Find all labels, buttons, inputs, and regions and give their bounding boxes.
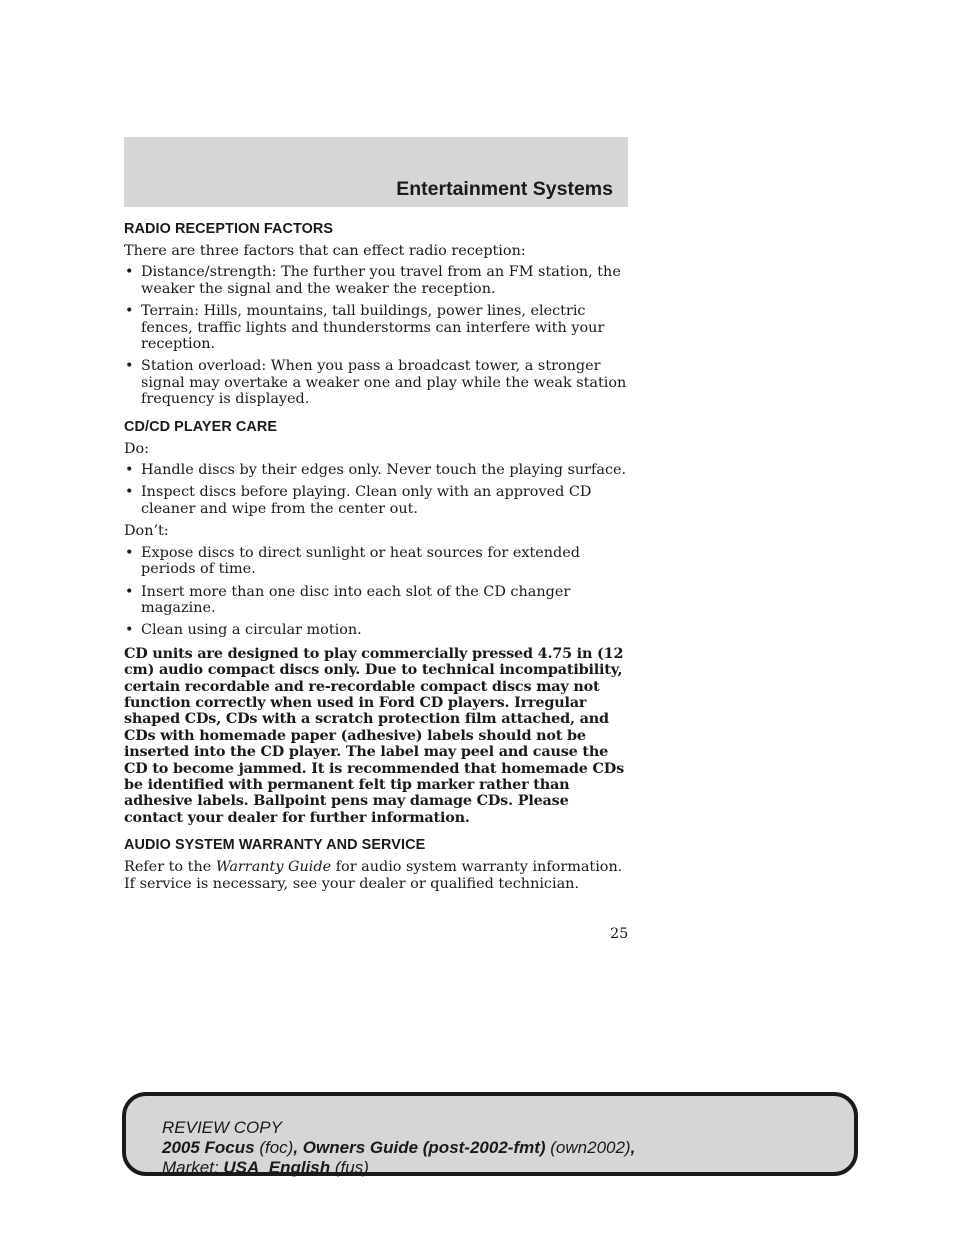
warranty-guide-title: Warranty Guide <box>215 859 332 876</box>
section-header-band <box>124 137 628 207</box>
footer-market-code: (fus) <box>330 1158 369 1177</box>
list-item: • Inspect discs before playing. Clean only with an approved CD cleaner and wipe from the center out. <box>124 484 630 517</box>
warranty-text-start: Refer to the <box>124 859 216 876</box>
footer-market-label: Market: <box>162 1158 224 1177</box>
cd-care-heading: CD/CD PLAYER CARE <box>124 418 278 435</box>
do-label: Do: <box>124 440 150 457</box>
footer-line-3 <box>162 1158 635 1178</box>
footer-guide: , Owners Guide (post-2002-fmt) <box>293 1138 546 1157</box>
page-content <box>124 219 630 897</box>
footer-comma: , <box>630 1138 636 1157</box>
footer-model-code: (foc) <box>254 1138 294 1157</box>
footer-review: REVIEW COPY <box>162 1118 282 1137</box>
footer-guide-code: (own2002) <box>545 1138 631 1157</box>
footer-model: 2005 Focus <box>162 1138 255 1157</box>
list-item: • Expose discs to direct sunlight or heat sources for extended periods of time. <box>124 545 630 578</box>
list-item: • Distance/strength: The further you travel from an FM station, the weaker the signal and the weaker the reception. <box>124 264 630 297</box>
footer-text <box>162 1118 635 1178</box>
list-item: • Handle discs by their edges only. Never touch the playing surface. <box>124 462 630 478</box>
radio-section <box>124 221 630 408</box>
warranty-section <box>124 837 630 892</box>
list-item: • Insert more than one disc into each slot of the CD changer magazine. <box>124 584 630 617</box>
do-list <box>124 462 630 517</box>
list-item: • Station overload: When you pass a broadcast tower, a stronger signal may overtake a weaker one and play while the weak station frequency is displayed. <box>124 358 630 407</box>
dont-list <box>124 545 630 639</box>
dont-label: Don’t: <box>124 523 169 540</box>
warranty-text <box>124 859 630 892</box>
footer-line-2 <box>162 1138 635 1158</box>
cd-care-section <box>124 419 630 827</box>
radio-intro: There are three factors that can effect radio reception: <box>124 243 526 259</box>
warranty-text-end: for audio system warranty information. If service is necessary, see your dealer or qualified technician. <box>124 859 623 892</box>
page-number: 25 <box>610 926 629 942</box>
radio-heading: RADIO RECEPTION FACTORS <box>124 221 334 237</box>
list-item: • Clean using a circular motion. <box>124 622 630 638</box>
list-item: • Terrain: Hills, mountains, tall buildings, power lines, electric fences, traffic lights and thunderstorms can interfere with your reception. <box>124 303 630 352</box>
warranty-heading: AUDIO SYSTEM WARRANTY AND SERVICE <box>124 837 426 854</box>
cd-compatibility-note: CD units are designed to play commercially pressed 4.75 in (12 cm) audio compact discs only. Due to technical incompatibility, certain recordable and re-recordable compact discs may not function correctly when used in Ford CD players. Irregular shaped CDs, CDs with a scratch protection film attached, and CDs with homemade paper (adhesive) labels should not be inserted into the CD player. The label may peel and cause the CD to become jammed. It is recommended that homemade CDs be identified with permanent felt tip marker rather than adhesive labels. Ballpoint pens may damage CDs. Please contact your dealer for further information. <box>124 644 624 826</box>
footer-market: USA_English <box>223 1158 331 1177</box>
radio-factor-list <box>124 264 630 407</box>
section-title: Entertainment Systems <box>396 178 613 200</box>
